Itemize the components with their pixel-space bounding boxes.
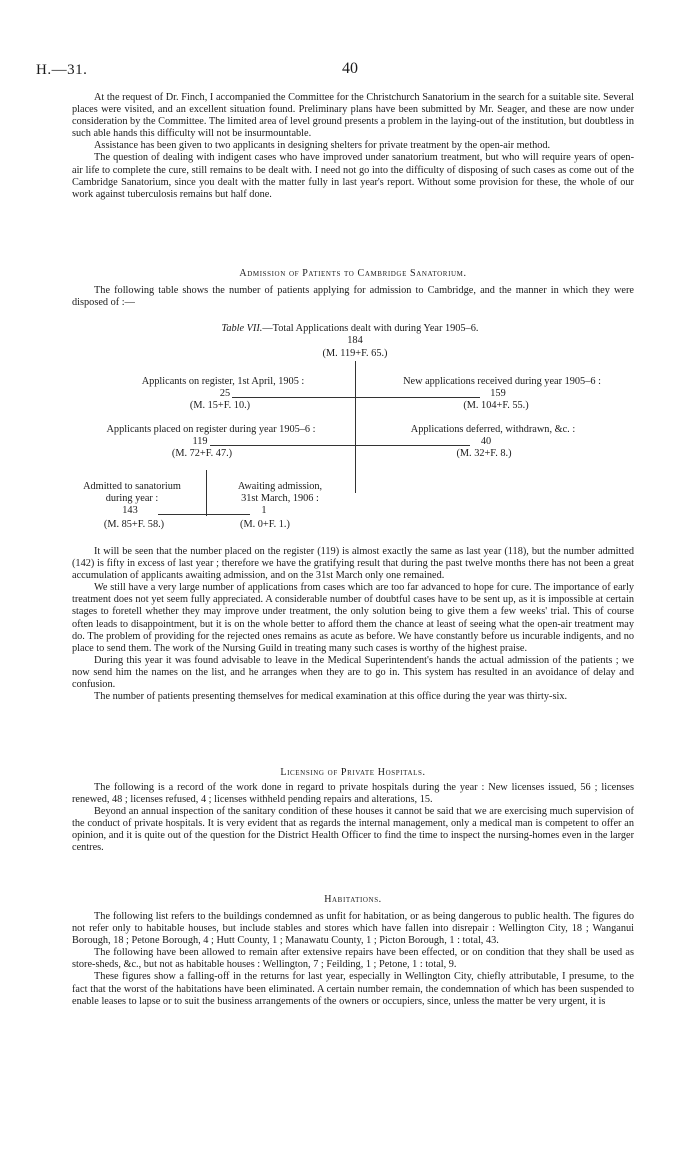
paragraph: These figures show a falling-off in the returns for last year, especially in Wellington City, chiefly attributable, I presume, to the fact that the worst of the habitations have been eliminated. A certain number remain, the condemnation of which has been suspended to enable leases to lapse or to suit the business arrangements of the owners or occupiers, since, unless the matter be very urgent, it is xyxy=(72,971,634,1007)
admitted-value: 143 xyxy=(122,505,138,516)
section-heading-licensing: Licensing of Private Hospitals. xyxy=(280,767,426,778)
habitations-text xyxy=(72,911,634,1008)
deferred-split: (M. 32+F. 8.) xyxy=(456,448,512,459)
table-title-number: Table VII. xyxy=(221,323,263,334)
tree-connector xyxy=(210,445,470,446)
awaiting-value: 1 xyxy=(261,505,267,516)
deferred-value: 40 xyxy=(480,436,492,447)
tree-connector xyxy=(158,514,250,515)
admission-discussion xyxy=(72,546,634,703)
section-heading-habitations: Habitations. xyxy=(324,894,382,905)
new-applications-value: 159 xyxy=(490,388,506,399)
placed-split: (M. 72+F. 47.) xyxy=(171,448,233,459)
paragraph: The following table shows the number of patients applying for admission to Cambridge, and the manner in which they were disposed of :— xyxy=(72,285,634,309)
on-register-split: (M. 15+F. 10.) xyxy=(189,400,251,411)
paragraph: Beyond an annual inspection of the sanitary condition of these houses it cannot be said that we are exercising much supervision of the conduct of private hospitals. It is very evident that as regards the internal management, only a medical man is competent to offer an opinion, and it is quite out of the question for the District Health Officer to find the time to inspect the nursing-homes even in the larger centres. xyxy=(72,806,634,854)
paragraph: The following have been allowed to remain after extensive repairs have been effected, or on condition that they shall be used as store-sheds, &c., but not as habitable houses : Wellington, 7 ; Feilding, 1 ; Petone, 1 : total, 9. xyxy=(72,947,634,971)
admitted-label: during year : xyxy=(105,493,159,504)
total-value: 184 xyxy=(347,335,363,346)
on-register-value: 25 xyxy=(219,388,231,399)
awaiting-label: 31st March, 1906 : xyxy=(241,493,319,504)
table-title xyxy=(170,323,530,335)
deferred-label: Applications deferred, withdrawn, &c. : xyxy=(410,424,576,435)
tree-connector xyxy=(355,361,356,493)
page-number: 40 xyxy=(342,60,358,77)
paragraph: At the request of Dr. Finch, I accompanied the Committee for the Christchurch Sanatorium in the search for a suitable site. Several places were visited, and an excellent situation found. Preliminary plans have been submitted by Mr. Seager, and these are now under consideration by the Committee. The limited area of level ground presents a problem in the laying-out of the institution, but doubtless in such able hands this difficulty will not be insurmountable. xyxy=(72,92,634,140)
document-reference: H.—31. xyxy=(36,62,88,78)
paragraph: The question of dealing with indigent cases who have improved under sanatorium treatment, but who will require years of open-air life to complete the cure, still remains to be dealt with. I need not go into the difficulty of disposing of such cases as come out of the Cambridge Sanatorium, since you dealt with the matter fully in last year's report. Without some provision for these, the whole of our work against tuberculosis remains but half done. xyxy=(72,152,634,200)
paragraph: During this year it was found advisable to leave in the Medical Superintendent's hands the actual admission of the patients ; we now send him the names on the list, and he arranges when they are to go in. This system has resulted in an avoidance of delay and confusion. xyxy=(72,654,634,691)
awaiting-split: (M. 0+F. 1.) xyxy=(240,519,290,530)
admitted-split: (M. 85+F. 58.) xyxy=(103,519,165,530)
on-register-label: Applicants on register, 1st April, 1905 : xyxy=(141,376,305,387)
tree-connector xyxy=(206,470,207,516)
admitted-label: Admitted to sanatorium xyxy=(83,481,181,492)
paragraph: We still have a very large number of applications from cases which are too far advanced to hope for cure. The importance of early treatment does not yet seem fully appreciated. A considerable number of doubtful cases have to be sent up, as it is impossible at certain stages to foretell whether they may improve under treatment, the only solution being to give them a few weeks' trial. This of course often leads to disappointment, but it is on the whole better to afford them the chance at least of seeing what the open-air treatment may do. The problem of providing for the rejected ones remains as acute as before. We have constantly before us incurable indigents, and no place to send them. The work of the Nursing Guild in treating many such cases is worthy of the highest praise. xyxy=(72,582,634,654)
tree-connector xyxy=(232,397,480,398)
paragraph: Assistance has been given to two applicants in designing shelters for private treatment by the open-air method. xyxy=(94,140,551,152)
total-split: (M. 119+F. 65.) xyxy=(322,348,388,359)
section-heading-admission: Admission of Patients to Cambridge Sanatorium. xyxy=(239,268,467,279)
paragraph: The following is a record of the work done in regard to private hospitals during the year : New licenses issued, 56 ; licenses renewed, 48 ; licenses refused, 4 ; licenses withheld pending repairs and alterations, 15. xyxy=(72,782,634,806)
placed-label: Applicants placed on register during year 1905–6 : xyxy=(106,424,316,435)
table-title-text: —Total Applications dealt with during Year 1905–6. xyxy=(262,323,479,334)
licensing-text xyxy=(72,782,634,855)
new-applications-label: New applications received during year 1905–6 : xyxy=(403,376,601,387)
placed-value: 119 xyxy=(192,436,208,447)
new-applications-split: (M. 104+F. 55.) xyxy=(463,400,529,411)
awaiting-label: Awaiting admission, xyxy=(237,481,323,492)
paragraph: It will be seen that the number placed on the register (119) is almost exactly the same as last year (118), but the number admitted (142) is fifty in excess of last year ; therefore we have the gratifying result that during the past twelve months there has not been a great accumulation of applicants awaiting admission, and on the 31st March only one remained. xyxy=(72,546,634,582)
paragraph: The following list refers to the buildings condemned as unfit for habitation, or as being dangerous to public health. The figures do not refer only to habitable houses, but include stables and stores which have fallen into disrepair : Wellington City, 18 ; Wanganui Borough, 18 ; Petone Borough, 4 ; Hutt County, 1 ; Manawatu County, 1 ; Picton Borough, 1 : total, 43. xyxy=(72,911,634,947)
paragraph: The number of patients presenting themselves for medical examination at this office during the year was thirty-six. xyxy=(94,691,568,703)
